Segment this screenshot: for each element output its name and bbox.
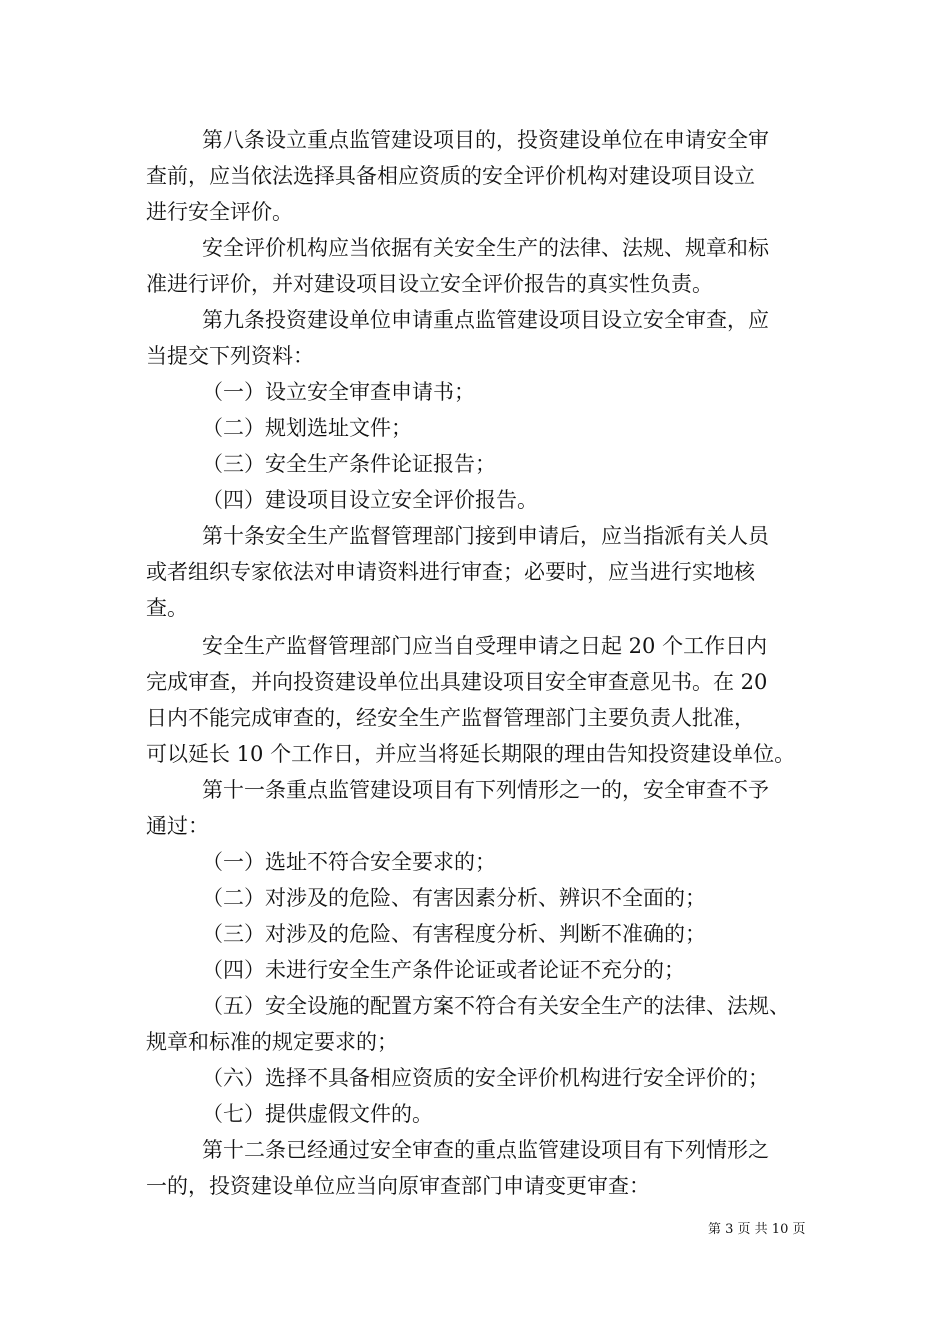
text-line: 当提交下列资料： [146,344,314,368]
text-line: 安全生产监督管理部门应当自受理申请之日起 20 个工作日内 [202,634,768,658]
list-item: （六）选择不具备相应资质的安全评价机构进行安全评价的； [202,1066,769,1090]
text-line: 可以延长 10 个工作日，并应当将延长期限的理由告知投资建设单位。 [146,742,796,766]
text-line: 第十条安全生产监督管理部门接到申请后，应当指派有关人员 [202,524,769,548]
text-line: 安全评价机构应当依据有关安全生产的法律、法规、规章和标 [202,236,769,260]
text-line: 通过： [146,814,209,838]
text-line: 第八条设立重点监管建设项目的，投资建设单位在申请安全审 [202,128,769,152]
text-line: 第九条投资建设单位申请重点监管建设项目设立安全审查，应 [202,308,769,332]
text-line: 第十二条已经通过安全审查的重点监管建设项目有下列情形之 [202,1138,769,1162]
text-line: 进行安全评价。 [146,200,293,224]
text-line: 第十一条重点监管建设项目有下列情形之一的，安全审查不予 [202,778,769,802]
list-item: （七）提供虚假文件的。 [202,1102,433,1126]
list-item: （四）未进行安全生产条件论证或者论证不充分的； [202,958,685,982]
text-line: 准进行评价，并对建设项目设立安全评价报告的真实性负责。 [146,272,713,296]
list-item: （二）规划选址文件； [202,416,412,440]
text-line: 查前，应当依法选择具备相应资质的安全评价机构对建设项目设立 [146,164,755,188]
list-item: （一）选址不符合安全要求的； [202,850,496,874]
text-line: 日内不能完成审查的，经安全生产监督管理部门主要负责人批准， [146,706,755,730]
list-item: （三）对涉及的危险、有害程度分析、判断不准确的； [202,922,706,946]
text-line: 一的，投资建设单位应当向原审查部门申请变更审查： [146,1174,650,1198]
text-line: 规章和标准的规定要求的； [146,1030,398,1054]
list-item: （五）安全设施的配置方案不符合有关安全生产的法律、法规、 [202,994,790,1018]
list-item: （三）安全生产条件论证报告； [202,452,496,476]
list-item: （一）设立安全审查申请书； [202,380,475,404]
text-line: 查。 [146,596,188,620]
text-line: 完成审查，并向投资建设单位出具建设项目安全审查意见书。在 20 [146,670,768,694]
list-item: （四）建设项目设立安全评价报告。 [202,488,538,512]
list-item: （二）对涉及的危险、有害因素分析、辨识不全面的； [202,886,706,910]
text-line: 或者组织专家依法对申请资料进行审查；必要时，应当进行实地核 [146,560,755,584]
page-number: 第 3 页 共 10 页 [708,1222,806,1237]
